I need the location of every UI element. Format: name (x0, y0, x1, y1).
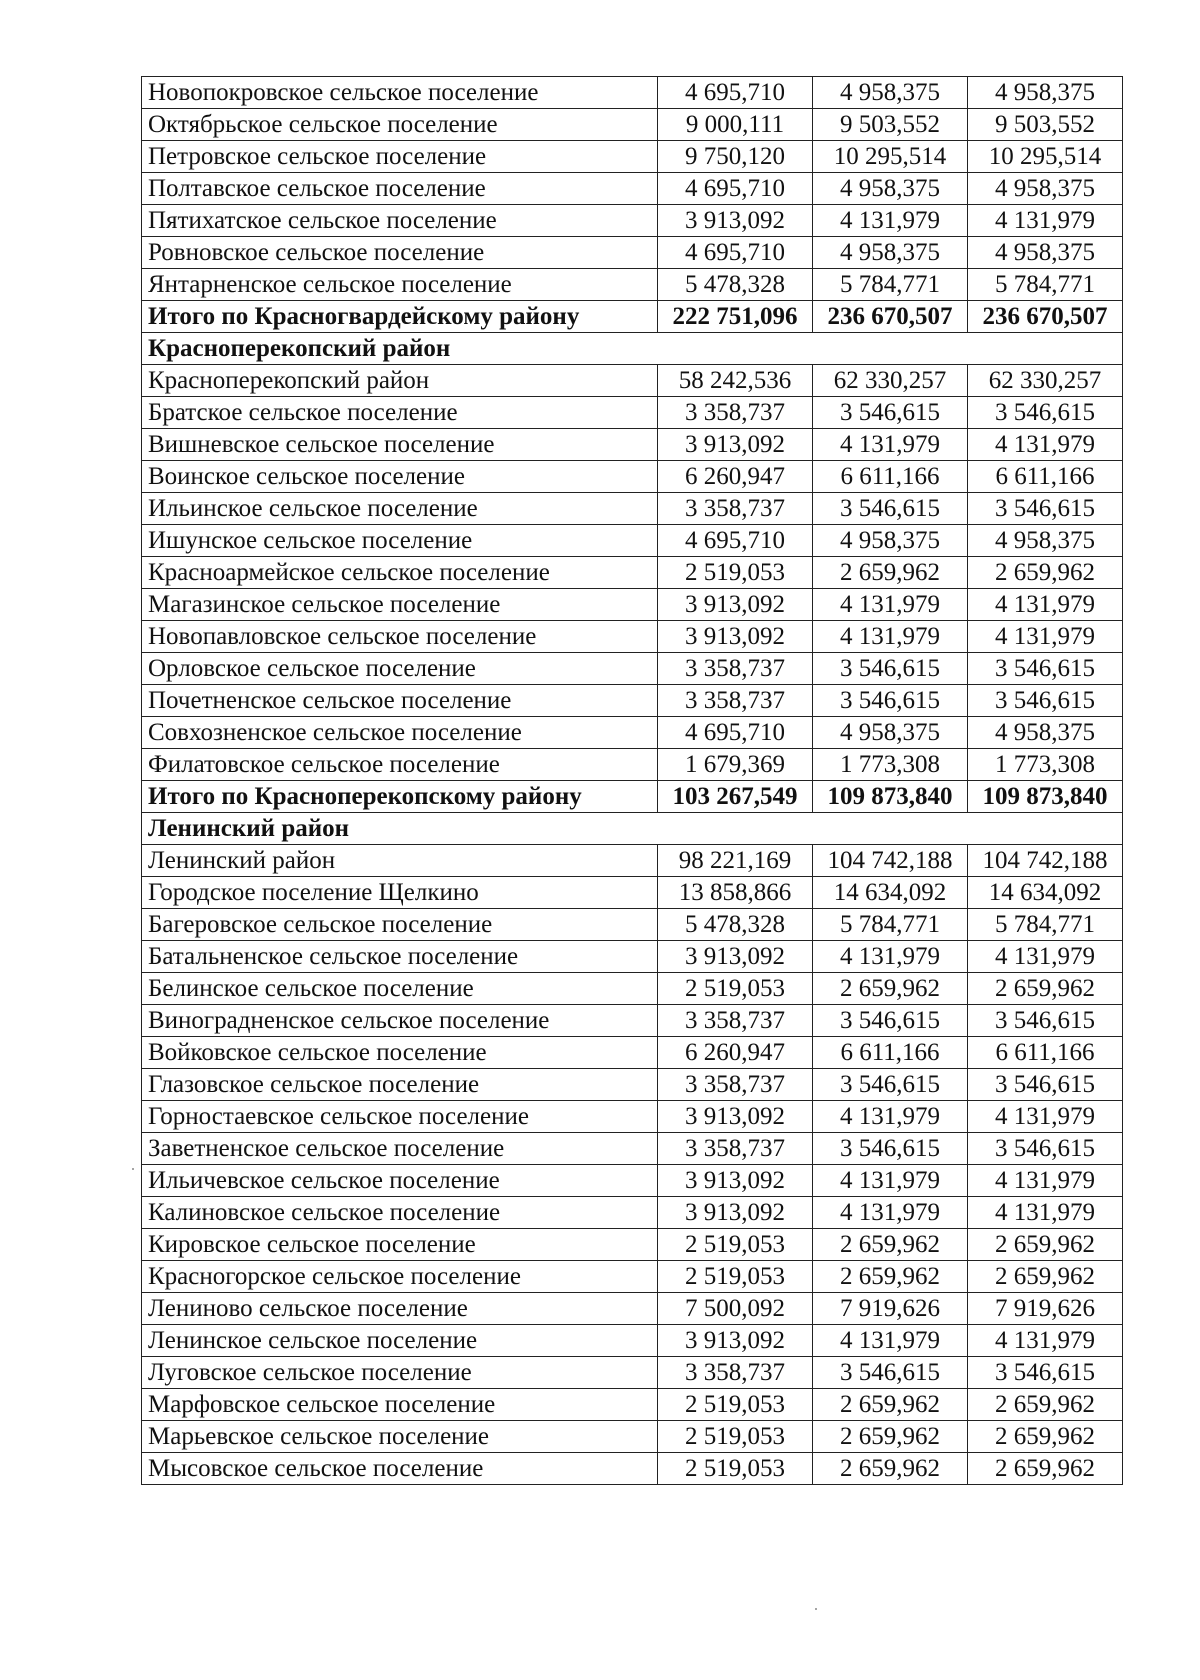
section-title: Красноперекопский район (142, 333, 1123, 365)
total-row (142, 301, 1123, 333)
value-col2-cell: 3 546,615 (813, 397, 968, 429)
value-col3-cell: 7 919,626 (968, 1293, 1123, 1325)
value-col3-cell: 2 659,962 (968, 1389, 1123, 1421)
value-col2-cell: 4 958,375 (813, 717, 968, 749)
value-col3-cell: 4 131,979 (968, 1325, 1123, 1357)
value-col2-cell: 2 659,962 (813, 1389, 968, 1421)
value-col3-cell: 3 546,615 (968, 685, 1123, 717)
value-col2-cell: 4 131,979 (813, 1197, 968, 1229)
entity-name-cell: Багеровское сельское поселение (142, 909, 658, 941)
value-col1-cell: 4 695,710 (658, 173, 813, 205)
value-col1-cell: 5 478,328 (658, 269, 813, 301)
value-col2-cell: 9 503,552 (813, 109, 968, 141)
table-row (142, 205, 1123, 237)
value-col3-cell: 6 611,166 (968, 1037, 1123, 1069)
entity-name-cell: Полтавское сельское поселение (142, 173, 658, 205)
table-row (142, 589, 1123, 621)
table-row (142, 1133, 1123, 1165)
value-col3-cell: 10 295,514 (968, 141, 1123, 173)
value-col3-cell: 3 546,615 (968, 653, 1123, 685)
value-col3-cell: 5 784,771 (968, 269, 1123, 301)
value-col2-cell: 3 546,615 (813, 1357, 968, 1389)
value-col3-cell: 4 131,979 (968, 205, 1123, 237)
value-col3-cell: 14 634,092 (968, 877, 1123, 909)
value-col3-cell: 4 131,979 (968, 1197, 1123, 1229)
value-col2-cell: 4 958,375 (813, 77, 968, 109)
table-row (142, 909, 1123, 941)
table-row (142, 1101, 1123, 1133)
entity-name-cell: Филатовское сельское поселение (142, 749, 658, 781)
value-col1-cell: 4 695,710 (658, 77, 813, 109)
value-col2-cell: 6 611,166 (813, 461, 968, 493)
value-col3-cell: 4 958,375 (968, 525, 1123, 557)
table-row (142, 749, 1123, 781)
table-row (142, 397, 1123, 429)
entity-name-cell: Ровновское сельское поселение (142, 237, 658, 269)
entity-name-cell: Кировское сельское поселение (142, 1229, 658, 1261)
value-col1-cell: 3 913,092 (658, 205, 813, 237)
table-row (142, 845, 1123, 877)
value-col1-cell: 3 913,092 (658, 1101, 813, 1133)
value-col1-cell: 3 913,092 (658, 1197, 813, 1229)
value-col1-cell: 103 267,549 (658, 781, 813, 813)
value-col3-cell: 4 958,375 (968, 717, 1123, 749)
value-col2-cell: 14 634,092 (813, 877, 968, 909)
value-col3-cell: 4 958,375 (968, 77, 1123, 109)
value-col2-cell: 10 295,514 (813, 141, 968, 173)
value-col2-cell: 3 546,615 (813, 493, 968, 525)
entity-name-cell: Вишневское сельское поселение (142, 429, 658, 461)
value-col1-cell: 3 913,092 (658, 621, 813, 653)
value-col3-cell: 4 131,979 (968, 589, 1123, 621)
value-col1-cell: 3 358,737 (658, 1005, 813, 1037)
table-row (142, 1453, 1123, 1485)
value-col2-cell: 4 131,979 (813, 205, 968, 237)
value-col2-cell: 104 742,188 (813, 845, 968, 877)
value-col3-cell: 4 131,979 (968, 941, 1123, 973)
entity-name-cell: Итого по Красноперекопскому району (142, 781, 658, 813)
entity-name-cell: Ильичевское сельское поселение (142, 1165, 658, 1197)
table-row (142, 1357, 1123, 1389)
value-col2-cell: 5 784,771 (813, 269, 968, 301)
entity-name-cell: Городское поселение Щелкино (142, 877, 658, 909)
entity-name-cell: Магазинское сельское поселение (142, 589, 658, 621)
table-row (142, 77, 1123, 109)
table-row (142, 717, 1123, 749)
table-row (142, 1165, 1123, 1197)
value-col1-cell: 1 679,369 (658, 749, 813, 781)
value-col1-cell: 3 913,092 (658, 589, 813, 621)
value-col1-cell: 4 695,710 (658, 237, 813, 269)
entity-name-cell: Красноармейское сельское поселение (142, 557, 658, 589)
table-row (142, 1229, 1123, 1261)
entity-name-cell: Марьевское сельское поселение (142, 1421, 658, 1453)
entity-name-cell: Виноградненское сельское поселение (142, 1005, 658, 1037)
value-col3-cell: 3 546,615 (968, 1133, 1123, 1165)
entity-name-cell: Луговское сельское поселение (142, 1357, 658, 1389)
value-col3-cell: 2 659,962 (968, 1229, 1123, 1261)
value-col2-cell: 5 784,771 (813, 909, 968, 941)
value-col2-cell: 4 131,979 (813, 621, 968, 653)
value-col1-cell: 6 260,947 (658, 461, 813, 493)
table-row (142, 461, 1123, 493)
value-col1-cell: 4 695,710 (658, 717, 813, 749)
value-col3-cell: 6 611,166 (968, 461, 1123, 493)
value-col2-cell: 4 958,375 (813, 525, 968, 557)
value-col1-cell: 7 500,092 (658, 1293, 813, 1325)
value-col3-cell: 4 131,979 (968, 1165, 1123, 1197)
entity-name-cell: Красноперекопский район (142, 365, 658, 397)
value-col3-cell: 4 131,979 (968, 429, 1123, 461)
entity-name-cell: Петровское сельское поселение (142, 141, 658, 173)
value-col2-cell: 4 131,979 (813, 1101, 968, 1133)
value-col3-cell: 4 131,979 (968, 621, 1123, 653)
value-col1-cell: 3 913,092 (658, 941, 813, 973)
entity-name-cell: Батальненское сельское поселение (142, 941, 658, 973)
value-col2-cell: 236 670,507 (813, 301, 968, 333)
entity-name-cell: Ленинский район (142, 845, 658, 877)
value-col1-cell: 3 358,737 (658, 1357, 813, 1389)
section-header-row (142, 333, 1123, 365)
table-row (142, 1069, 1123, 1101)
scan-speck (132, 1168, 134, 1170)
entity-name-cell: Ишунское сельское поселение (142, 525, 658, 557)
value-col3-cell: 9 503,552 (968, 109, 1123, 141)
table-row (142, 621, 1123, 653)
value-col3-cell: 1 773,308 (968, 749, 1123, 781)
value-col3-cell: 3 546,615 (968, 1357, 1123, 1389)
entity-name-cell: Ленинское сельское поселение (142, 1325, 658, 1357)
value-col1-cell: 3 913,092 (658, 429, 813, 461)
value-col2-cell: 4 131,979 (813, 429, 968, 461)
table-row (142, 1197, 1123, 1229)
value-col2-cell: 6 611,166 (813, 1037, 968, 1069)
table-row (142, 877, 1123, 909)
table-row (142, 653, 1123, 685)
table-row (142, 973, 1123, 1005)
value-col1-cell: 6 260,947 (658, 1037, 813, 1069)
value-col1-cell: 4 695,710 (658, 525, 813, 557)
entity-name-cell: Белинское сельское поселение (142, 973, 658, 1005)
value-col2-cell: 2 659,962 (813, 1229, 968, 1261)
value-col2-cell: 4 958,375 (813, 173, 968, 205)
value-col1-cell: 9 000,111 (658, 109, 813, 141)
table-row (142, 493, 1123, 525)
value-col2-cell: 2 659,962 (813, 557, 968, 589)
entity-name-cell: Орловское сельское поселение (142, 653, 658, 685)
entity-name-cell: Пятихатское сельское поселение (142, 205, 658, 237)
value-col1-cell: 98 221,169 (658, 845, 813, 877)
value-col2-cell: 4 131,979 (813, 1165, 968, 1197)
value-col3-cell: 5 784,771 (968, 909, 1123, 941)
value-col2-cell: 62 330,257 (813, 365, 968, 397)
entity-name-cell: Совхозненское сельское поселение (142, 717, 658, 749)
value-col1-cell: 3 913,092 (658, 1325, 813, 1357)
value-col1-cell: 2 519,053 (658, 557, 813, 589)
value-col3-cell: 2 659,962 (968, 1261, 1123, 1293)
value-col1-cell: 3 358,737 (658, 493, 813, 525)
section-title: Ленинский район (142, 813, 1123, 845)
value-col1-cell: 3 913,092 (658, 1165, 813, 1197)
value-col1-cell: 2 519,053 (658, 1421, 813, 1453)
scan-speck (815, 1608, 817, 1610)
entity-name-cell: Калиновское сельское поселение (142, 1197, 658, 1229)
table-row (142, 429, 1123, 461)
value-col3-cell: 4 958,375 (968, 237, 1123, 269)
value-col2-cell: 1 773,308 (813, 749, 968, 781)
budget-table (141, 76, 1123, 1485)
value-col1-cell: 3 358,737 (658, 685, 813, 717)
value-col2-cell: 2 659,962 (813, 1453, 968, 1485)
value-col1-cell: 2 519,053 (658, 973, 813, 1005)
value-col1-cell: 58 242,536 (658, 365, 813, 397)
entity-name-cell: Почетненское сельское поселение (142, 685, 658, 717)
value-col3-cell: 104 742,188 (968, 845, 1123, 877)
entity-name-cell: Новопокровское сельское поселение (142, 77, 658, 109)
entity-name-cell: Новопавловское сельское поселение (142, 621, 658, 653)
value-col1-cell: 13 858,866 (658, 877, 813, 909)
value-col3-cell: 4 958,375 (968, 173, 1123, 205)
table-row (142, 1293, 1123, 1325)
table-row (142, 1325, 1123, 1357)
entity-name-cell: Октябрьское сельское поселение (142, 109, 658, 141)
value-col2-cell: 3 546,615 (813, 1133, 968, 1165)
table-row (142, 237, 1123, 269)
entity-name-cell: Глазовское сельское поселение (142, 1069, 658, 1101)
value-col3-cell: 3 546,615 (968, 493, 1123, 525)
value-col2-cell: 7 919,626 (813, 1293, 968, 1325)
value-col3-cell: 3 546,615 (968, 397, 1123, 429)
value-col2-cell: 3 546,615 (813, 1069, 968, 1101)
total-row (142, 781, 1123, 813)
value-col3-cell: 62 330,257 (968, 365, 1123, 397)
table-row (142, 1389, 1123, 1421)
table-row (142, 1037, 1123, 1069)
table-row (142, 1005, 1123, 1037)
value-col1-cell: 3 358,737 (658, 397, 813, 429)
value-col3-cell: 3 546,615 (968, 1069, 1123, 1101)
value-col2-cell: 4 958,375 (813, 237, 968, 269)
entity-name-cell: Красногорское сельское поселение (142, 1261, 658, 1293)
value-col1-cell: 2 519,053 (658, 1261, 813, 1293)
value-col2-cell: 4 131,979 (813, 589, 968, 621)
value-col3-cell: 4 131,979 (968, 1101, 1123, 1133)
entity-name-cell: Марфовское сельское поселение (142, 1389, 658, 1421)
entity-name-cell: Горностаевское сельское поселение (142, 1101, 658, 1133)
value-col2-cell: 3 546,615 (813, 685, 968, 717)
table-row (142, 941, 1123, 973)
value-col2-cell: 109 873,840 (813, 781, 968, 813)
value-col1-cell: 5 478,328 (658, 909, 813, 941)
value-col3-cell: 2 659,962 (968, 557, 1123, 589)
value-col2-cell: 2 659,962 (813, 973, 968, 1005)
value-col2-cell: 2 659,962 (813, 1261, 968, 1293)
value-col1-cell: 2 519,053 (658, 1453, 813, 1485)
entity-name-cell: Янтарненское сельское поселение (142, 269, 658, 301)
table-row (142, 557, 1123, 589)
value-col3-cell: 2 659,962 (968, 973, 1123, 1005)
value-col2-cell: 4 131,979 (813, 1325, 968, 1357)
table-row (142, 525, 1123, 557)
value-col2-cell: 3 546,615 (813, 653, 968, 685)
value-col3-cell: 3 546,615 (968, 1005, 1123, 1037)
value-col3-cell: 236 670,507 (968, 301, 1123, 333)
value-col1-cell: 2 519,053 (658, 1389, 813, 1421)
value-col1-cell: 2 519,053 (658, 1229, 813, 1261)
value-col1-cell: 3 358,737 (658, 1133, 813, 1165)
table-row (142, 685, 1123, 717)
entity-name-cell: Лениново сельское поселение (142, 1293, 658, 1325)
table-row (142, 109, 1123, 141)
section-header-row (142, 813, 1123, 845)
entity-name-cell: Итого по Красногвардейскому району (142, 301, 658, 333)
value-col3-cell: 2 659,962 (968, 1421, 1123, 1453)
value-col1-cell: 9 750,120 (658, 141, 813, 173)
table-row (142, 1261, 1123, 1293)
table-row (142, 365, 1123, 397)
table-row (142, 1421, 1123, 1453)
entity-name-cell: Мысовское сельское поселение (142, 1453, 658, 1485)
entity-name-cell: Ильинское сельское поселение (142, 493, 658, 525)
entity-name-cell: Воинское сельское поселение (142, 461, 658, 493)
value-col3-cell: 109 873,840 (968, 781, 1123, 813)
value-col2-cell: 2 659,962 (813, 1421, 968, 1453)
value-col2-cell: 4 131,979 (813, 941, 968, 973)
table-row (142, 269, 1123, 301)
value-col1-cell: 3 358,737 (658, 1069, 813, 1101)
entity-name-cell: Братское сельское поселение (142, 397, 658, 429)
entity-name-cell: Войковское сельское поселение (142, 1037, 658, 1069)
table-row (142, 173, 1123, 205)
value-col3-cell: 2 659,962 (968, 1453, 1123, 1485)
table-row (142, 141, 1123, 173)
value-col1-cell: 222 751,096 (658, 301, 813, 333)
value-col1-cell: 3 358,737 (658, 653, 813, 685)
entity-name-cell: Заветненское сельское поселение (142, 1133, 658, 1165)
value-col2-cell: 3 546,615 (813, 1005, 968, 1037)
budget-table-body (142, 77, 1123, 1485)
